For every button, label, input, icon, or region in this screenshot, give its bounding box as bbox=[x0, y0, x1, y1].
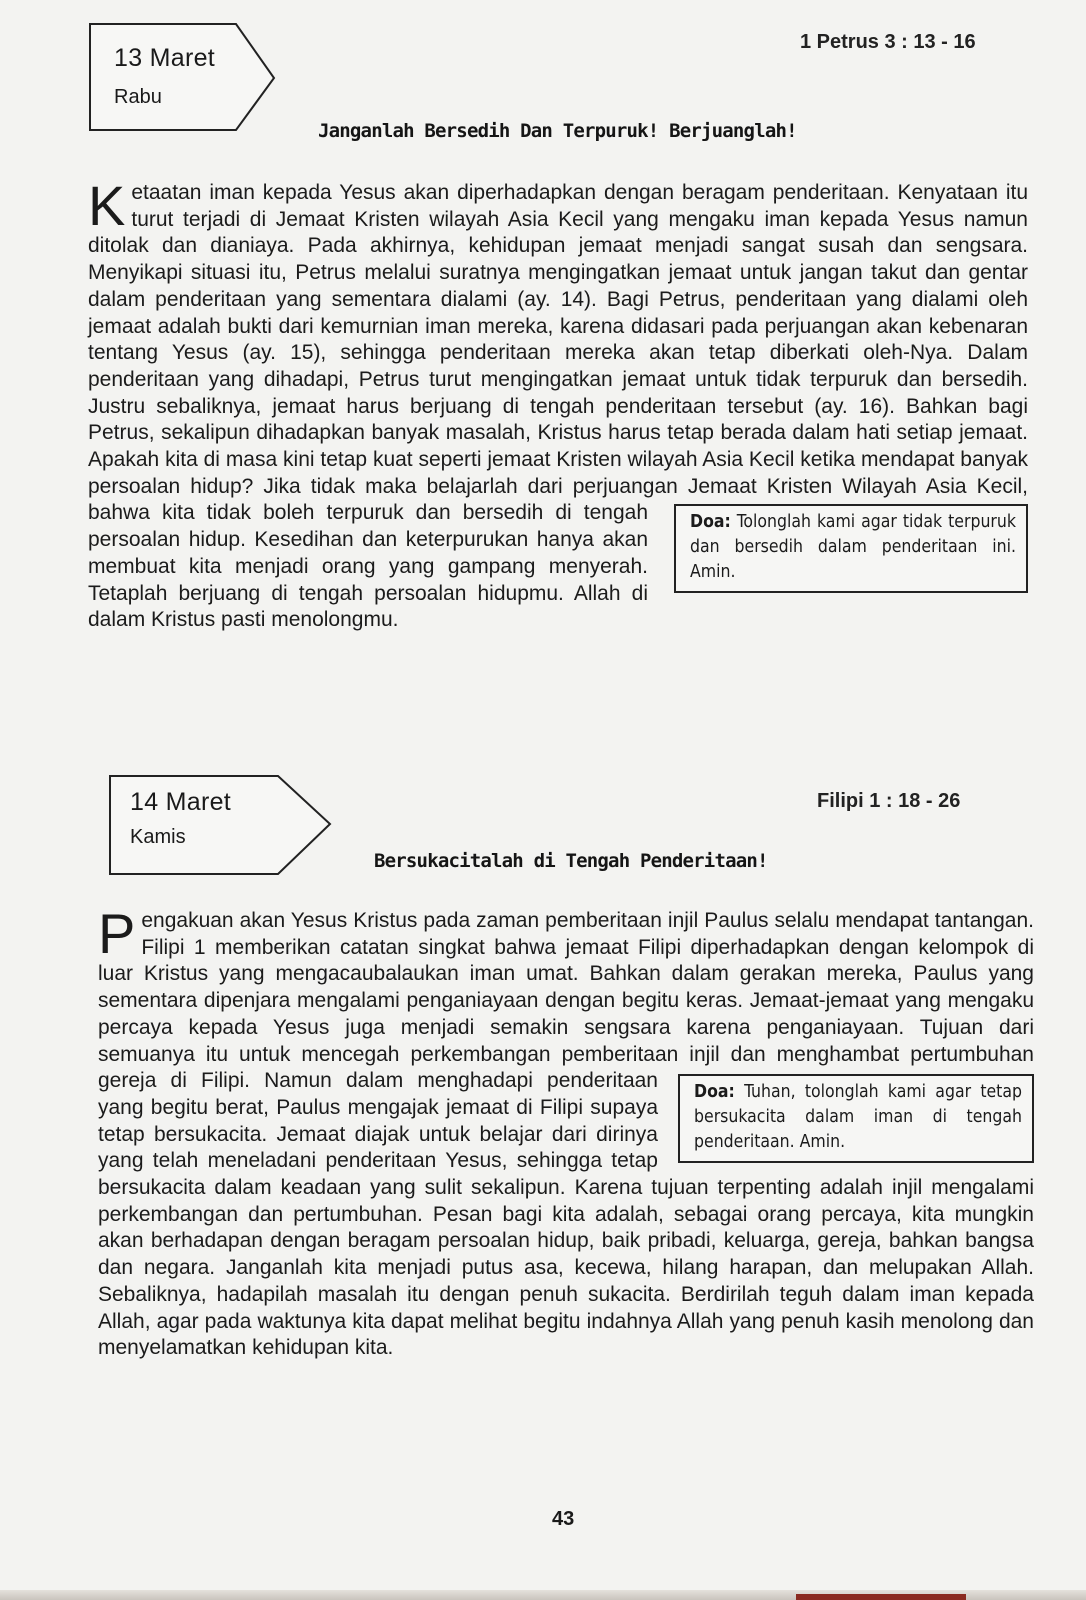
entry-day: Kamis bbox=[130, 826, 186, 848]
prayer-text: Tolonglah kami agar tidak terpuruk dan bersedih dalam penderitaan ini. Amin. bbox=[690, 512, 1016, 583]
body-paragraph-top: etaatan iman kepada Yesus akan diperhadapkan dengan beragam penderitaan. Kenyataan itu turut terjadi di Jemaat Kristen wilayah Asia Kecil yang mengaku iman kepada Yesus namun ditolak dan dianiaya. Pada akhirnya, kehidupan jemaat menjadi sangat susah dan sengsara. Menyikapi situasi itu, Petrus melalui suratnya mengingatkan jemaat untuk jangan takut dan gentar dalam penderitaan yang sementara dialami (ay. 14). Bagi Petrus, penderitaan yang dialami oleh jemaat adalah bukti dari kemurnian iman mereka, karena didasari pada perjuangan akan kebenaran tentang Yesus (ay. 15), sehingga penderitaan mereka akan tetap diberkati oleh-Nya. Dalam penderitaan yang dihadapi, Petrus turut mengingatkan jemaat untuk tidak terpuruk dan bersedih. Justru sebaliknya, jemaat harus berjuang di tengah penderitaan tersebut (ay. 16). Bahkan bagi Petrus, sekalipun dihadapkan banyak masalah, Kristus harus tetap berada dalam hati setiap jemaat. Apakah kita di masa kini tetap kuat seperti jemaat Kristen wilayah Asia Kecil ketika mendapat banyak persoalan hidup? Jika tidak maka belajarlah dari perjuangan Jemaat Kristen Wilayah Asia Kecil, bahwa kita tidak boleh terpuruk dan bersedih di tengah bbox=[88, 181, 1028, 525]
prayer-text: Tuhan, tolonglah kami agar tetap bersukacita dalam iman di tengah penderitaan. Amin. bbox=[694, 1082, 1022, 1153]
devotion-body-2 bbox=[98, 902, 1034, 1362]
devotion-title: Janganlah Bersedih Dan Terpuruk! Berjuanglah! bbox=[318, 120, 797, 142]
page-number: 43 bbox=[552, 1508, 575, 1530]
drop-cap: K bbox=[88, 174, 126, 237]
date-tag-14-maret bbox=[108, 774, 334, 878]
date-tag-13-maret bbox=[88, 22, 280, 134]
scripture-reference: 1 Petrus 3 : 13 - 16 bbox=[800, 31, 976, 53]
devotion-body-1 bbox=[88, 174, 1028, 634]
prayer-label: Doa: bbox=[694, 1082, 735, 1103]
entry-day: Rabu bbox=[114, 86, 162, 108]
entry-date: 14 Maret bbox=[130, 788, 232, 816]
page-edge-mark bbox=[796, 1594, 966, 1600]
scripture-reference: Filipi 1 : 18 - 26 bbox=[817, 790, 961, 812]
body-paragraph-bottom: dalam menghadapi penderitaan yang begitu berat, Paulus mengajak jemaat di Filipi supaya tetap bersukacita. Jemaat diajak untuk belajar dari dirinya yang telah meneladani penderitaan Yesus, sehingga tetap bersukacita dalam keadaan yang sulit sekalipun. Karena tujuan terpenting adalah injil mengalami perkembangan dan pertumbuhan. Pesan bagi kita adalah, sebagai orang percaya, kita mungkin akan berhadapan dengan beragam persoalan hidup, baik pribadi, keluarga, gereja, bahkan bangsa dan negara. Janganlah kita menjadi putus asa, kecewa, hilang harapan, dan melupakan Allah. Sebaliknya, hadapilah masalah itu dengan penuh sukacita. Berdirilah teguh dalam iman kepada Allah, agar pada waktunya kita dapat melihat begitu indahnya Allah yang penuh kasih menolong dan menyelamatkan kehidupan kita. bbox=[98, 1069, 1034, 1360]
drop-cap: P bbox=[98, 902, 136, 965]
page-edge bbox=[0, 1590, 1086, 1600]
devotion-title: Bersukacitalah di Tengah Penderitaan! bbox=[374, 850, 768, 872]
date-tag-frame bbox=[88, 22, 280, 134]
body-paragraph-bottom: persoalan hidup. Kesedihan dan keterpurukan hanya akan membuat kita menjadi orang yang gampang menyerah. Tetaplah berjuang di tengah persoalan hidupmu. Allah di dalam Kristus pasti menolongmu. bbox=[88, 528, 648, 632]
body-paragraph-top: engakuan akan Yesus Kristus pada zaman pemberitaan injil Paulus selalu mendapat tantangan. Filipi 1 memberikan catatan singkat bahwa jemaat Filipi diperhadapkan dengan kelompok di luar Kristus yang mengacaubalaukan iman umat. Bahkan dalam gerakan mereka, Paulus yang sementara dipenjara mengalami penganiayaan dengan begitu keras. Jemaat-jemaat yang mengaku percaya kepada Yesus juga menjadi semakin sengsara karena penganiayaan. Tujuan dari semuanya itu untuk mencegah perkembangan pemberitaan injil dan menghambat pertumbuhan gereja di Filipi. Namun bbox=[98, 909, 1034, 1093]
entry-date: 13 Maret bbox=[114, 44, 216, 72]
prayer-label: Doa: bbox=[690, 512, 731, 533]
prayer-box bbox=[674, 504, 1028, 593]
prayer-box bbox=[678, 1074, 1034, 1163]
